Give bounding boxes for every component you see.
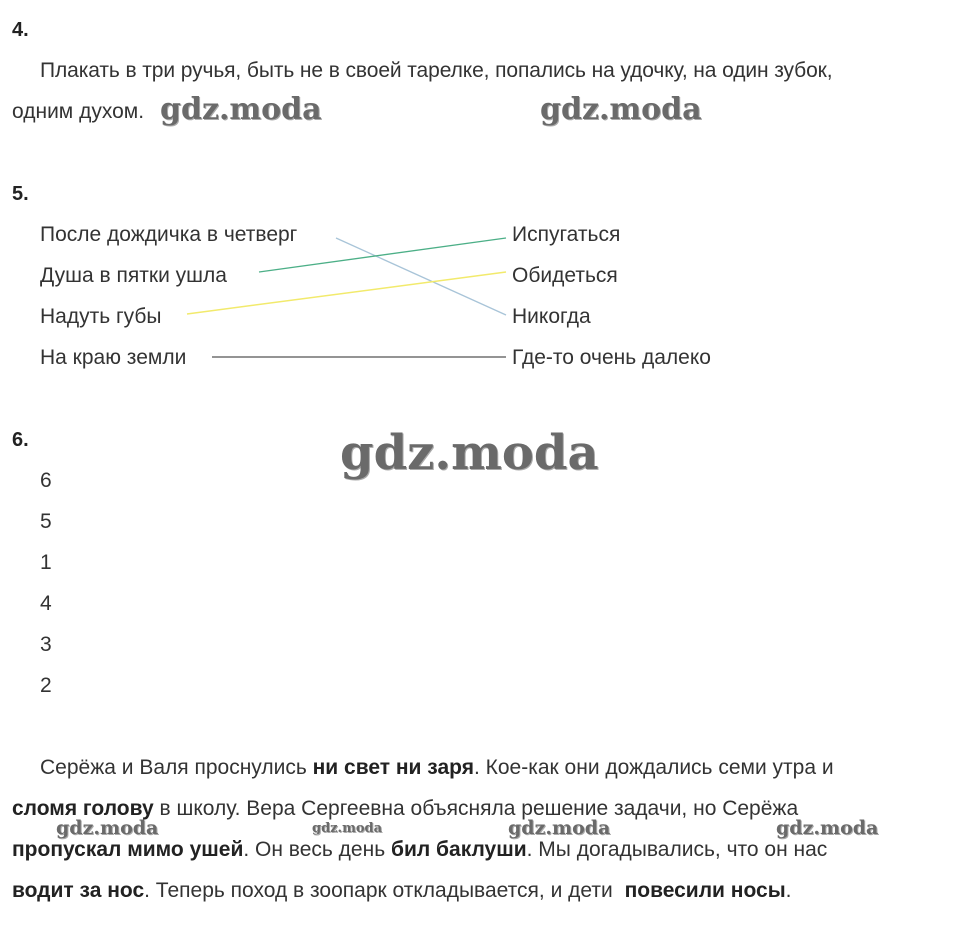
sequence-value-5: 3 <box>40 633 52 656</box>
sequence-value-2: 5 <box>40 510 52 533</box>
watermark: gdz.moda <box>776 817 879 839</box>
story-text: . Он весь день <box>243 838 391 861</box>
task-4-line-1: Плакать в три ручья, быть не в своей тарелке, попались на удочку, на один зубок, <box>40 59 833 82</box>
sequence-value-6: 2 <box>40 674 52 697</box>
left-item-3: Надуть губы <box>40 305 162 328</box>
sequence-value-3: 1 <box>40 551 52 574</box>
story-text: Серёжа и Валя проснулись <box>40 756 313 779</box>
idiom: водит за нос <box>12 879 145 902</box>
idiom: пропускал мимо ушей <box>12 838 244 861</box>
right-item-4: Где-то очень далеко <box>512 346 711 369</box>
story-text: . Кое-как они дождались семи утра и <box>473 756 834 779</box>
left-item-1: После дождичка в четверг <box>40 223 298 246</box>
left-item-4: На краю земли <box>40 346 187 369</box>
idiom: бил баклуши <box>390 838 527 861</box>
left-item-2: Душа в пятки ушла <box>40 264 227 287</box>
watermark: gdz.moda <box>56 817 159 839</box>
right-item-3: Никогда <box>512 305 591 328</box>
watermark: gdz.moda <box>508 817 611 839</box>
story-text: . <box>785 879 792 902</box>
task-5-number: 5. <box>12 183 29 205</box>
idiom: ни свет ни заря <box>312 756 474 779</box>
task-4-line-2: одним духом. <box>12 100 145 123</box>
watermark: gdz.moda <box>540 92 702 127</box>
story-text: в школу. Вера Сергеевна объясняла решение задачи, но Серёжа <box>153 797 799 820</box>
idiom: повесили носы <box>624 879 786 902</box>
watermark: gdz.moda <box>160 92 322 127</box>
story-line-1 <box>12 747 940 788</box>
sequence-value-1: 6 <box>40 469 52 492</box>
story-text: . Мы догадывались, что он нас <box>526 838 828 861</box>
story-line-4 <box>12 870 940 911</box>
idiom: сломя голову <box>12 797 154 820</box>
right-item-2: Обидеться <box>512 264 618 287</box>
right-item-1: Испугаться <box>512 223 621 246</box>
sequence-value-4: 4 <box>40 592 52 615</box>
watermark: gdz.moda <box>340 425 599 481</box>
watermark: gdz.moda <box>312 821 383 836</box>
task-4-number: 4. <box>12 19 29 41</box>
task-6-number: 6. <box>12 429 29 451</box>
story-text: . Теперь поход в зоопарк откладывается, и дети <box>144 879 619 902</box>
